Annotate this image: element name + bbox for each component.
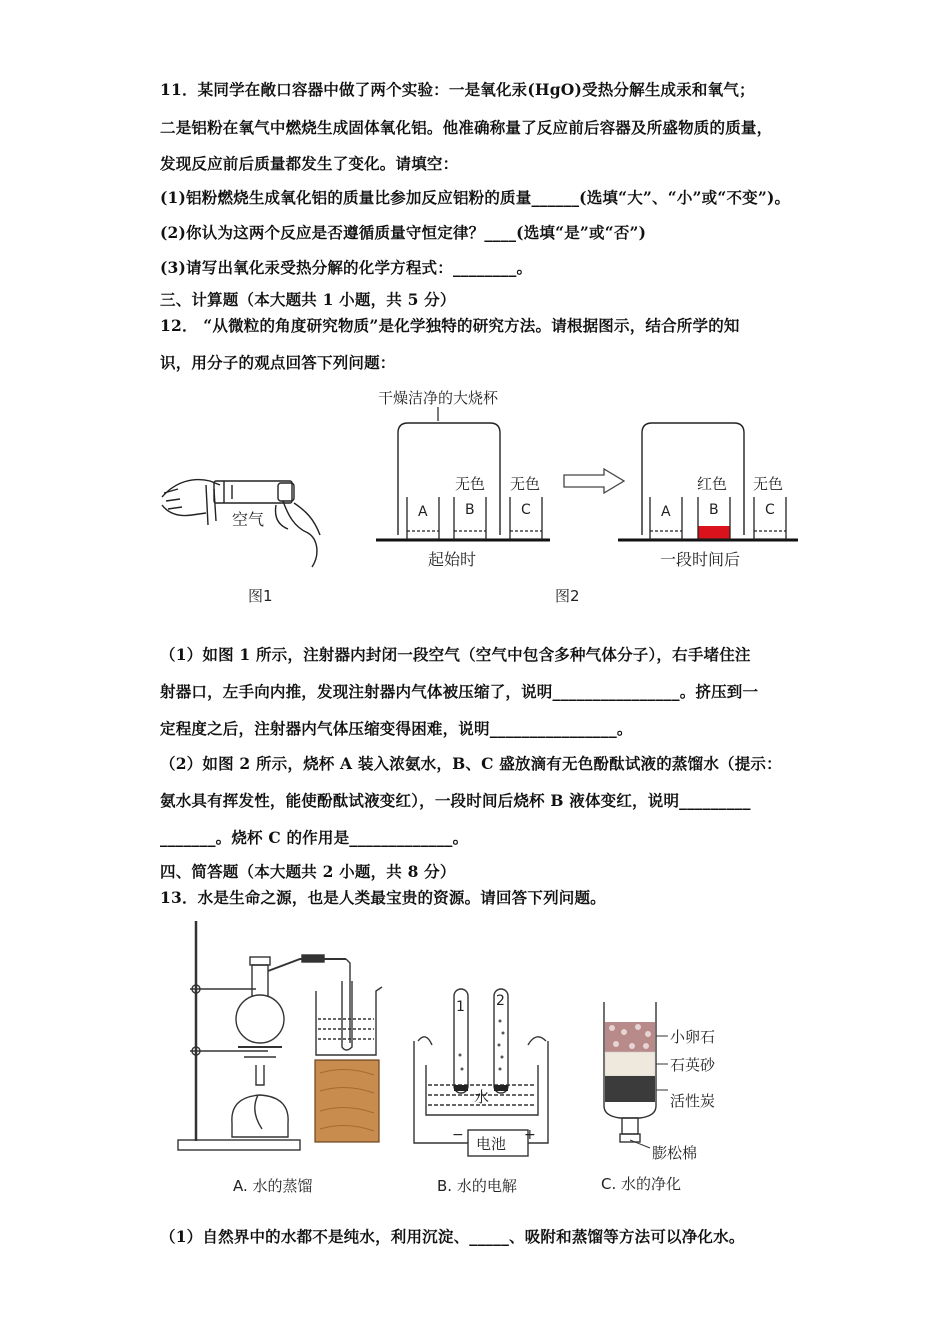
- q11-line-3: 发现反应前后质量都发生了变化。请填空：: [160, 154, 459, 173]
- figure-c-purifier: [596, 1000, 736, 1165]
- q12-p1-line-2: 射器口，左手向内推，发现注射器内气体被压缩了，说明________________。挤压到一: [160, 682, 759, 701]
- layer-carbon-label: 活性炭: [670, 1092, 716, 1110]
- plus-sign: +: [524, 1127, 536, 1143]
- layer-pebble-label: 小卵石: [670, 1028, 716, 1046]
- round-flask: [236, 995, 284, 1043]
- sand-layer: [605, 1052, 655, 1076]
- color-b-start: 无色: [455, 475, 486, 493]
- red-liquid-b: [698, 526, 730, 539]
- layer-cotton-label: 膨松棉: [652, 1144, 698, 1162]
- q12-p1-line-1: （1）如图 1 所示，注射器内封闭一段空气（空气中包含多种气体分子），右手堵住注: [160, 645, 751, 664]
- q11-line-2: 二是铝粉在氧气中燃烧生成固体氧化铝。他准确称量了反应前后容器及所盛物质的质量，: [160, 118, 773, 137]
- q11-sub-2: (2)你认为这两个反应是否遵循质量守恒定律？____(选填“是”或“否”): [160, 223, 647, 242]
- start-caption: 起始时: [428, 550, 477, 569]
- right-hand-outline: [283, 501, 317, 567]
- left-hand-outline: [162, 480, 220, 497]
- q12-line-1: 12． “从微粒的角度研究物质”是化学独特的研究方法。请根据图示，结合所学的知: [160, 316, 740, 335]
- arrow-icon: [564, 469, 624, 493]
- figure-1-caption: 图1: [248, 587, 273, 605]
- color-c-start: 无色: [510, 475, 541, 493]
- q12-p2-line-3: _______。烧杯 C 的作用是_____________。: [160, 828, 469, 847]
- q13-sub-1: （1）自然界中的水都不是纯水，利用沉淀、_____、吸附和蒸馏等方法可以净化水。: [160, 1227, 745, 1246]
- figure-c-caption: C. 水的净化: [601, 1175, 682, 1193]
- small-beaker: [316, 987, 382, 1055]
- water-label: 水: [474, 1088, 490, 1106]
- label-a-after: A: [661, 504, 671, 520]
- figure-1-syringe: [158, 455, 328, 575]
- q12-p1-line-3: 定程度之后，注射器内气体压缩变得困难，说明________________。: [160, 719, 633, 738]
- layer-sand-label: 石英砂: [670, 1056, 716, 1074]
- figure-2-beakers: [372, 385, 802, 577]
- label-b-after: B: [709, 502, 719, 518]
- battery-label: 电池: [476, 1135, 507, 1153]
- q11-sub-3: (3)请写出氧化汞受热分解的化学方程式：________。: [160, 258, 533, 277]
- carbon-layer: [605, 1076, 655, 1102]
- alcohol-lamp: [232, 1095, 288, 1137]
- q11-sub-1: (1)铝粉燃烧生成氧化铝的质量比参加反应铝粉的质量______(选填“大”、“小”或“不变”)。: [160, 188, 791, 207]
- color-b-after: 红色: [697, 475, 728, 493]
- figure-b-electrolysis: [408, 985, 558, 1155]
- q12-p2-line-1: （2）如图 2 所示，烧杯 A 装入浓氨水，B、C 盛放滴有无色酚酞试液的蒸馏水（提示：: [160, 754, 782, 773]
- stand-base: [178, 1140, 300, 1150]
- figure-2-caption: 图2: [555, 587, 580, 605]
- q11-line-1: 11．某同学在敞口容器中做了两个实验：一是氧化汞(HgO)受热分解生成汞和氧气；: [160, 80, 755, 99]
- label-c-start: C: [521, 502, 531, 518]
- label-c-after: C: [765, 502, 775, 518]
- label-a-start: A: [418, 504, 428, 520]
- section-4-heading: 四、简答题（本大题共 2 小题，共 8 分）: [160, 862, 456, 881]
- q12-line-2: 识，用分子的观点回答下列问题：: [160, 353, 396, 372]
- color-c-after: 无色: [753, 475, 784, 493]
- section-3-heading: 三、计算题（本大题共 1 小题，共 5 分）: [160, 290, 456, 309]
- minus-sign: −: [452, 1127, 464, 1143]
- tube-2-label: 2: [496, 993, 505, 1009]
- syringe-barrel: [214, 481, 292, 503]
- air-label: 空气: [232, 510, 265, 529]
- q12-p2-line-2: 氨水具有挥发性，能使酚酞试液变红），一段时间后烧杯 B 液体变红，说明_________: [160, 791, 751, 810]
- after-caption: 一段时间后: [660, 550, 741, 569]
- tube-1-label: 1: [456, 999, 465, 1015]
- big-beaker-after: [642, 423, 744, 535]
- figure-a-distillation: [160, 915, 390, 1165]
- figure-b-caption: B. 水的电解: [437, 1177, 517, 1195]
- label-b-start: B: [465, 502, 475, 518]
- figure-a-caption: A. 水的蒸馏: [233, 1177, 313, 1195]
- q13-line-1: 13．水是生命之源，也是人类最宝贵的资源。请回答下列问题。: [160, 888, 606, 907]
- big-beaker-title: 干燥洁净的大烧杯: [378, 389, 499, 407]
